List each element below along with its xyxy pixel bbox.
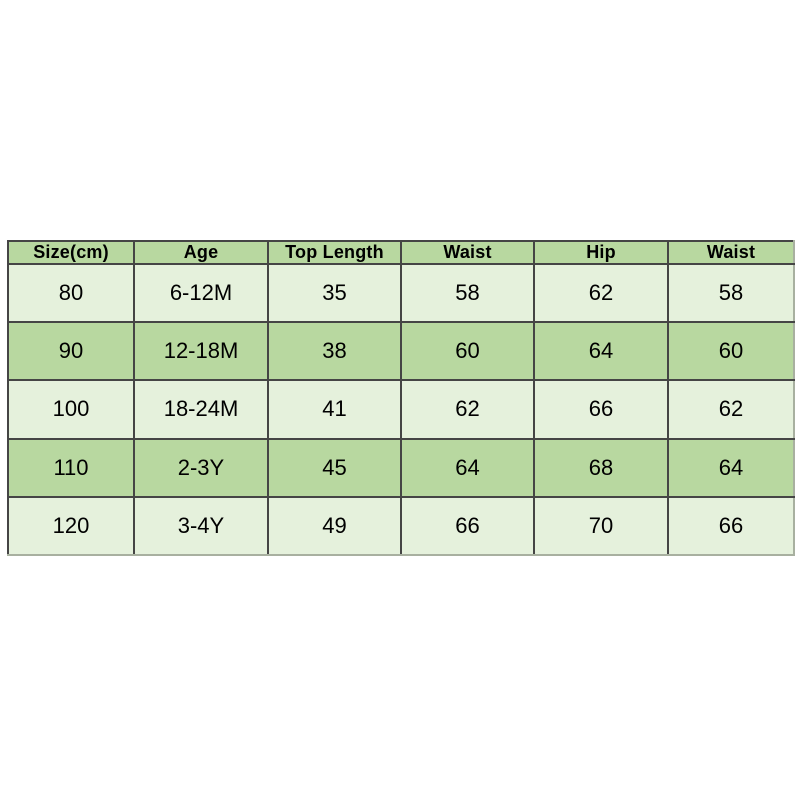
- cell-size: 110: [8, 439, 134, 497]
- cell-top-length: 38: [268, 322, 401, 380]
- table-row: [8, 439, 794, 497]
- cell-waist-2: 64: [668, 439, 794, 497]
- cell-hip: 62: [534, 264, 668, 322]
- table-row: [8, 322, 794, 380]
- header-row: [8, 241, 794, 264]
- column-header-size: Size(cm): [8, 241, 134, 264]
- cell-age: 2-3Y: [134, 439, 268, 497]
- cell-waist: 60: [401, 322, 534, 380]
- cell-top-length: 35: [268, 264, 401, 322]
- table-row: [8, 497, 794, 555]
- table-row: [8, 264, 794, 322]
- cell-age: 12-18M: [134, 322, 268, 380]
- cell-size: 80: [8, 264, 134, 322]
- cell-hip: 66: [534, 380, 668, 438]
- column-header-age: Age: [134, 241, 268, 264]
- column-header-top-length: Top Length: [268, 241, 401, 264]
- cell-age: 18-24M: [134, 380, 268, 438]
- cell-waist-2: 66: [668, 497, 794, 555]
- cell-waist: 58: [401, 264, 534, 322]
- cell-hip: 70: [534, 497, 668, 555]
- column-header-waist-2: Waist: [668, 241, 794, 264]
- cell-waist: 66: [401, 497, 534, 555]
- cell-hip: 68: [534, 439, 668, 497]
- cell-size: 120: [8, 497, 134, 555]
- cell-size: 90: [8, 322, 134, 380]
- cell-hip: 64: [534, 322, 668, 380]
- size-chart-table: [7, 240, 795, 556]
- table-row: [8, 380, 794, 438]
- cell-waist: 62: [401, 380, 534, 438]
- cell-waist-2: 62: [668, 380, 794, 438]
- column-header-waist: Waist: [401, 241, 534, 264]
- column-header-hip: Hip: [534, 241, 668, 264]
- cell-waist-2: 60: [668, 322, 794, 380]
- cell-top-length: 45: [268, 439, 401, 497]
- cell-age: 3-4Y: [134, 497, 268, 555]
- cell-size: 100: [8, 380, 134, 438]
- cell-waist-2: 58: [668, 264, 794, 322]
- cell-waist: 64: [401, 439, 534, 497]
- cell-top-length: 49: [268, 497, 401, 555]
- cell-top-length: 41: [268, 380, 401, 438]
- cell-age: 6-12M: [134, 264, 268, 322]
